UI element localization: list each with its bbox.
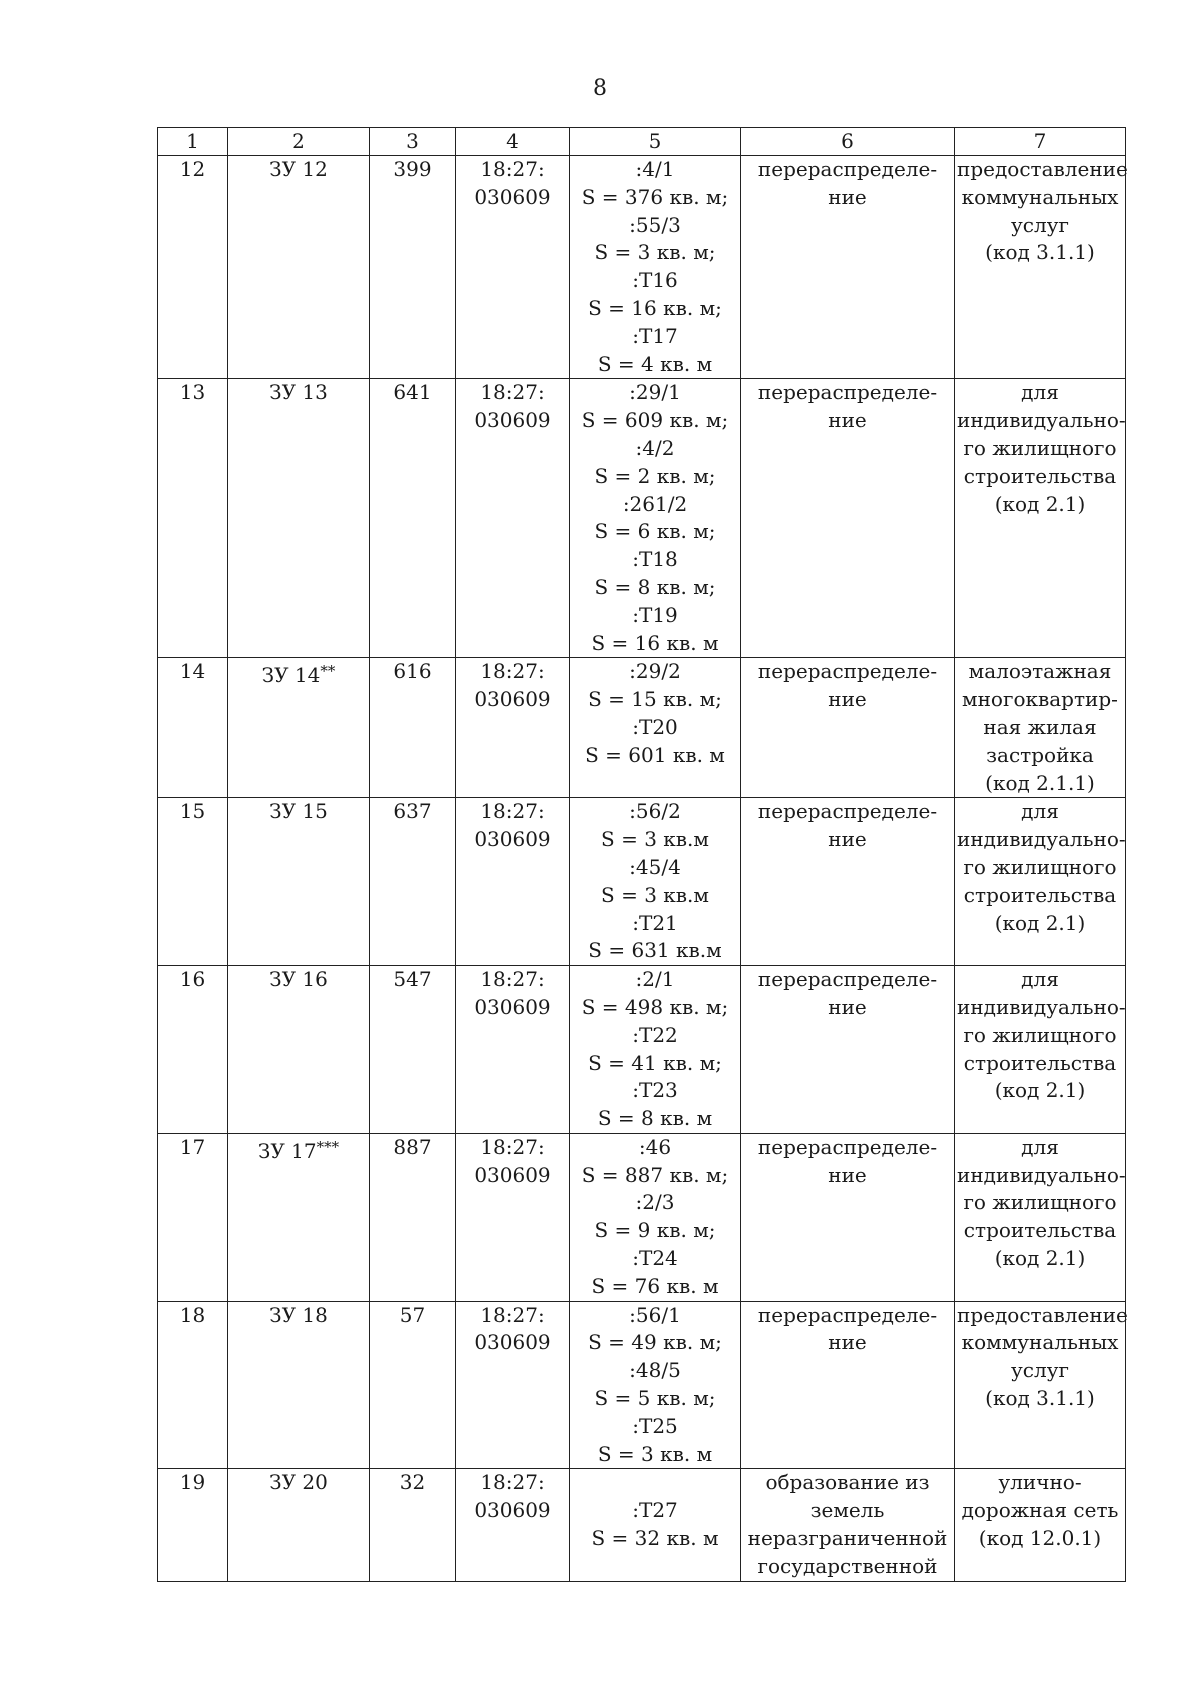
land-plots-table: [157, 127, 1126, 1582]
formation-method: [741, 798, 955, 966]
permitted-use-line: (код 3.1.1): [985, 1386, 1095, 1411]
cadastral-quarter: [456, 1301, 570, 1469]
cadastral-quarter: [456, 379, 570, 658]
permitted-use: [955, 379, 1126, 658]
plot-label: ЗУ 20: [269, 1470, 328, 1495]
formation-method-line: перераспределе-: [757, 967, 938, 992]
cadastral-quarter-line: 030609: [474, 1498, 551, 1523]
plot-designation: [228, 798, 370, 966]
source-parcels-line: :Т23: [632, 1078, 678, 1103]
formation-method-line: перераспределе-: [757, 1302, 938, 1327]
permitted-use: [955, 1301, 1126, 1469]
source-parcels-line: :Т16: [632, 268, 678, 293]
permitted-use-line: малоэтажная: [968, 659, 1112, 684]
plot-area: 547: [370, 966, 456, 1134]
source-parcels: [570, 966, 741, 1134]
table-row: [158, 966, 1126, 1134]
source-parcels-line: S = 498 кв. м;: [581, 994, 729, 1019]
source-parcels-line: :2/3: [635, 1190, 675, 1215]
permitted-use: [955, 1133, 1126, 1301]
formation-method: [741, 379, 955, 658]
source-parcels-line: :2/1: [635, 967, 675, 992]
permitted-use-line: го жилищного: [963, 854, 1117, 879]
formation-method-line: ние: [828, 1330, 867, 1355]
row-number: 17: [158, 1133, 228, 1301]
permitted-use-line: для: [1021, 967, 1059, 992]
source-parcels-line: :261/2: [622, 491, 688, 516]
cadastral-quarter: [456, 966, 570, 1134]
plot-area: 399: [370, 156, 456, 379]
table-row: [158, 1301, 1126, 1469]
source-parcels-line: S = 16 кв. м;: [588, 295, 722, 320]
cadastral-quarter-line: 18:27:: [480, 380, 545, 405]
table-body: [158, 156, 1126, 1582]
permitted-use-line: (код 12.0.1): [978, 1526, 1102, 1551]
cadastral-quarter: [456, 658, 570, 798]
permitted-use-line: (код 2.1): [994, 491, 1086, 516]
permitted-use-line: (код 2.1): [994, 910, 1086, 935]
source-parcels-line: :Т18: [632, 547, 678, 572]
formation-method-line: земель: [810, 1498, 885, 1523]
permitted-use: [955, 966, 1126, 1134]
formation-method-line: ние: [828, 994, 867, 1019]
source-parcels: [570, 798, 741, 966]
formation-method-line: государственной: [757, 1553, 938, 1578]
source-parcels-line: S = 3 кв.м: [601, 882, 709, 907]
row-number: 14: [158, 658, 228, 798]
source-parcels-line: :Т22: [632, 1022, 678, 1047]
formation-method-line: ние: [828, 184, 867, 209]
source-parcels-line: S = 32 кв. м: [591, 1526, 719, 1551]
cadastral-quarter-line: 18:27:: [480, 1134, 545, 1159]
source-parcels-line: :Т24: [632, 1246, 678, 1271]
plot-label: ЗУ 18: [269, 1302, 328, 1327]
formation-method-line: ние: [828, 827, 867, 852]
source-parcels-line: S = 3 кв. м;: [594, 240, 716, 265]
permitted-use-line: (код 2.1.1): [985, 770, 1095, 795]
permitted-use-line: строительства: [963, 1050, 1117, 1075]
source-parcels: [570, 1469, 741, 1581]
permitted-use-line: го жилищного: [963, 1190, 1117, 1215]
source-parcels-line: :Т21: [632, 910, 678, 935]
cadastral-quarter-line: 030609: [474, 994, 551, 1019]
source-parcels-line: :29/1: [629, 380, 681, 405]
cadastral-quarter-line: 18:27:: [480, 157, 545, 181]
source-parcels-line: :55/3: [629, 212, 681, 237]
source-parcels-line: S = 16 кв. м: [591, 630, 719, 655]
cadastral-quarter-line: 030609: [474, 1330, 551, 1355]
permitted-use-line: предоставление: [957, 1302, 1128, 1327]
plot-area: 641: [370, 379, 456, 658]
cadastral-quarter: [456, 1469, 570, 1581]
source-parcels: [570, 156, 741, 379]
source-parcels-line: S = 3 кв.м: [601, 827, 709, 852]
source-parcels-line: :4/1: [635, 157, 675, 181]
source-parcels: [570, 379, 741, 658]
permitted-use-line: индивидуально-: [957, 408, 1126, 433]
permitted-use-line: дорожная сеть: [961, 1498, 1119, 1523]
permitted-use-line: индивидуально-: [957, 1162, 1126, 1187]
source-parcels-line: S = 76 кв. м: [591, 1273, 719, 1298]
table-header: [158, 128, 1126, 156]
permitted-use-line: для: [1021, 1134, 1059, 1159]
row-number: 12: [158, 156, 228, 379]
formation-method: [741, 156, 955, 379]
permitted-use: [955, 798, 1126, 966]
formation-method: [741, 1133, 955, 1301]
permitted-use-line: услуг: [1011, 1358, 1069, 1383]
source-parcels: [570, 658, 741, 798]
plot-label: ЗУ 16: [269, 967, 328, 992]
source-parcels-line: S = 2 кв. м;: [594, 463, 716, 488]
cadastral-quarter-line: 18:27:: [480, 659, 545, 684]
source-parcels-line: :4/2: [635, 435, 675, 460]
permitted-use-line: предоставление: [957, 157, 1128, 181]
plot-designation: [228, 966, 370, 1134]
permitted-use-line: (код 2.1): [994, 1078, 1086, 1103]
permitted-use: [955, 1469, 1126, 1581]
permitted-use-line: для: [1021, 380, 1059, 405]
table-row: [158, 1469, 1126, 1581]
source-parcels-line: :46: [638, 1134, 672, 1159]
source-parcels-line: S = 631 кв.м: [588, 938, 722, 963]
row-number: 19: [158, 1469, 228, 1581]
source-parcels-line: S = 3 кв. м: [597, 1441, 713, 1466]
plot-label: ЗУ 14: [261, 663, 321, 688]
column-number: 6: [741, 128, 955, 156]
plot-label: ЗУ 12: [269, 157, 328, 181]
source-parcels: [570, 1133, 741, 1301]
permitted-use-line: ная жилая: [983, 714, 1097, 739]
source-parcels-line: :Т25: [632, 1413, 678, 1438]
row-number: 18: [158, 1301, 228, 1469]
permitted-use-line: индивидуально-: [957, 994, 1126, 1019]
permitted-use: [955, 658, 1126, 798]
cadastral-quarter-line: 18:27:: [480, 967, 545, 992]
formation-method-line: перераспределе-: [757, 1134, 938, 1159]
table-row: [158, 1133, 1126, 1301]
permitted-use-line: индивидуально-: [957, 827, 1126, 852]
permitted-use-line: коммунальных: [961, 184, 1119, 209]
column-number-row: [158, 128, 1126, 156]
source-parcels-line: :45/4: [629, 854, 681, 879]
cadastral-quarter-line: 18:27:: [480, 1470, 545, 1495]
plot-label: ЗУ 15: [269, 799, 328, 824]
cadastral-quarter: [456, 156, 570, 379]
formation-method-line: ние: [828, 1162, 867, 1187]
cadastral-quarter: [456, 798, 570, 966]
column-number: 7: [955, 128, 1126, 156]
cadastral-quarter-line: 030609: [474, 687, 551, 712]
table-row: [158, 156, 1126, 379]
permitted-use-line: го жилищного: [963, 1022, 1117, 1047]
formation-method-line: перераспределе-: [757, 380, 938, 405]
plot-area: 637: [370, 798, 456, 966]
source-parcels-line: S = 887 кв. м;: [581, 1162, 729, 1187]
source-parcels-line: :Т20: [632, 714, 678, 739]
plot-designation: [228, 658, 370, 798]
source-parcels-line: :29/2: [629, 659, 681, 684]
formation-method: [741, 1469, 955, 1581]
source-parcels-line: :48/5: [629, 1358, 681, 1383]
formation-method-line: ние: [828, 408, 867, 433]
source-parcels-line: S = 6 кв. м;: [594, 519, 716, 544]
permitted-use-line: строительства: [963, 882, 1117, 907]
plot-designation: [228, 1469, 370, 1581]
permitted-use-line: (код 3.1.1): [985, 240, 1095, 265]
permitted-use: [955, 156, 1126, 379]
row-number: 16: [158, 966, 228, 1134]
plot-designation: [228, 379, 370, 658]
source-parcels: [570, 1301, 741, 1469]
formation-method: [741, 658, 955, 798]
cadastral-quarter-line: 030609: [474, 1162, 551, 1187]
column-number: 1: [158, 128, 228, 156]
plot-designation: [228, 1133, 370, 1301]
permitted-use-line: улично-: [998, 1470, 1082, 1495]
cadastral-quarter-line: 18:27:: [480, 1302, 545, 1327]
source-parcels-line: S = 8 кв. м;: [594, 574, 716, 599]
plot-area: 32: [370, 1469, 456, 1581]
source-parcels-line: :56/2: [629, 799, 681, 824]
source-parcels-line: S = 376 кв. м;: [581, 184, 729, 209]
plot-label: ЗУ 13: [269, 380, 328, 405]
plot-area: 616: [370, 658, 456, 798]
row-number: 15: [158, 798, 228, 966]
source-parcels-line: S = 609 кв. м;: [581, 408, 729, 433]
formation-method-line: неразграниченной: [747, 1526, 948, 1551]
formation-method-line: перераспределе-: [757, 659, 938, 684]
permitted-use-line: го жилищного: [963, 435, 1117, 460]
formation-method-line: перераспределе-: [757, 157, 938, 181]
column-number: 5: [570, 128, 741, 156]
source-parcels-line: S = 49 кв. м;: [588, 1330, 722, 1355]
footnote-marker: **: [320, 662, 336, 681]
permitted-use-line: строительства: [963, 1218, 1117, 1243]
table-row: [158, 658, 1126, 798]
cadastral-quarter-line: 030609: [474, 408, 551, 433]
formation-method-line: перераспределе-: [757, 799, 938, 824]
source-parcels-line: :Т17: [632, 323, 678, 348]
permitted-use-line: услуг: [1011, 212, 1069, 237]
source-parcels-line: S = 9 кв. м;: [594, 1218, 716, 1243]
plot-area: 57: [370, 1301, 456, 1469]
column-number: 4: [456, 128, 570, 156]
permitted-use-line: многоквартир-: [962, 687, 1118, 712]
plot-designation: [228, 156, 370, 379]
source-parcels-line: S = 5 кв. м;: [594, 1386, 716, 1411]
source-parcels-line: S = 601 кв. м: [585, 742, 725, 767]
source-parcels-line: S = 8 кв. м: [597, 1106, 713, 1131]
permitted-use-line: застройка: [986, 742, 1094, 767]
source-parcels-line: S = 4 кв. м: [597, 351, 713, 376]
formation-method-line: образование из: [765, 1470, 930, 1495]
cadastral-quarter: [456, 1133, 570, 1301]
column-number: 3: [370, 128, 456, 156]
page-number: 8: [593, 76, 607, 101]
footnote-marker: ***: [316, 1137, 340, 1156]
table-row: [158, 798, 1126, 966]
source-parcels-line: S = 15 кв. м;: [588, 687, 722, 712]
column-number: 2: [228, 128, 370, 156]
source-parcels-line: :Т27: [632, 1498, 678, 1523]
cadastral-quarter-line: 030609: [474, 827, 551, 852]
permitted-use-line: (код 2.1): [994, 1246, 1086, 1271]
source-parcels-line: :Т19: [632, 602, 678, 627]
cadastral-quarter-line: 18:27:: [480, 799, 545, 824]
plot-area: 887: [370, 1133, 456, 1301]
formation-method: [741, 966, 955, 1134]
permitted-use-line: строительства: [963, 463, 1117, 488]
formation-method: [741, 1301, 955, 1469]
permitted-use-line: коммунальных: [961, 1330, 1119, 1355]
plot-label: ЗУ 17: [257, 1138, 317, 1163]
row-number: 13: [158, 379, 228, 658]
permitted-use-line: для: [1021, 799, 1059, 824]
source-parcels-line: S = 41 кв. м;: [588, 1050, 722, 1075]
source-parcels-line: [572, 1469, 738, 1497]
cadastral-quarter-line: 030609: [474, 184, 551, 209]
formation-method-line: ние: [828, 687, 867, 712]
table-row: [158, 379, 1126, 658]
plot-designation: [228, 1301, 370, 1469]
source-parcels-line: :56/1: [629, 1302, 681, 1327]
